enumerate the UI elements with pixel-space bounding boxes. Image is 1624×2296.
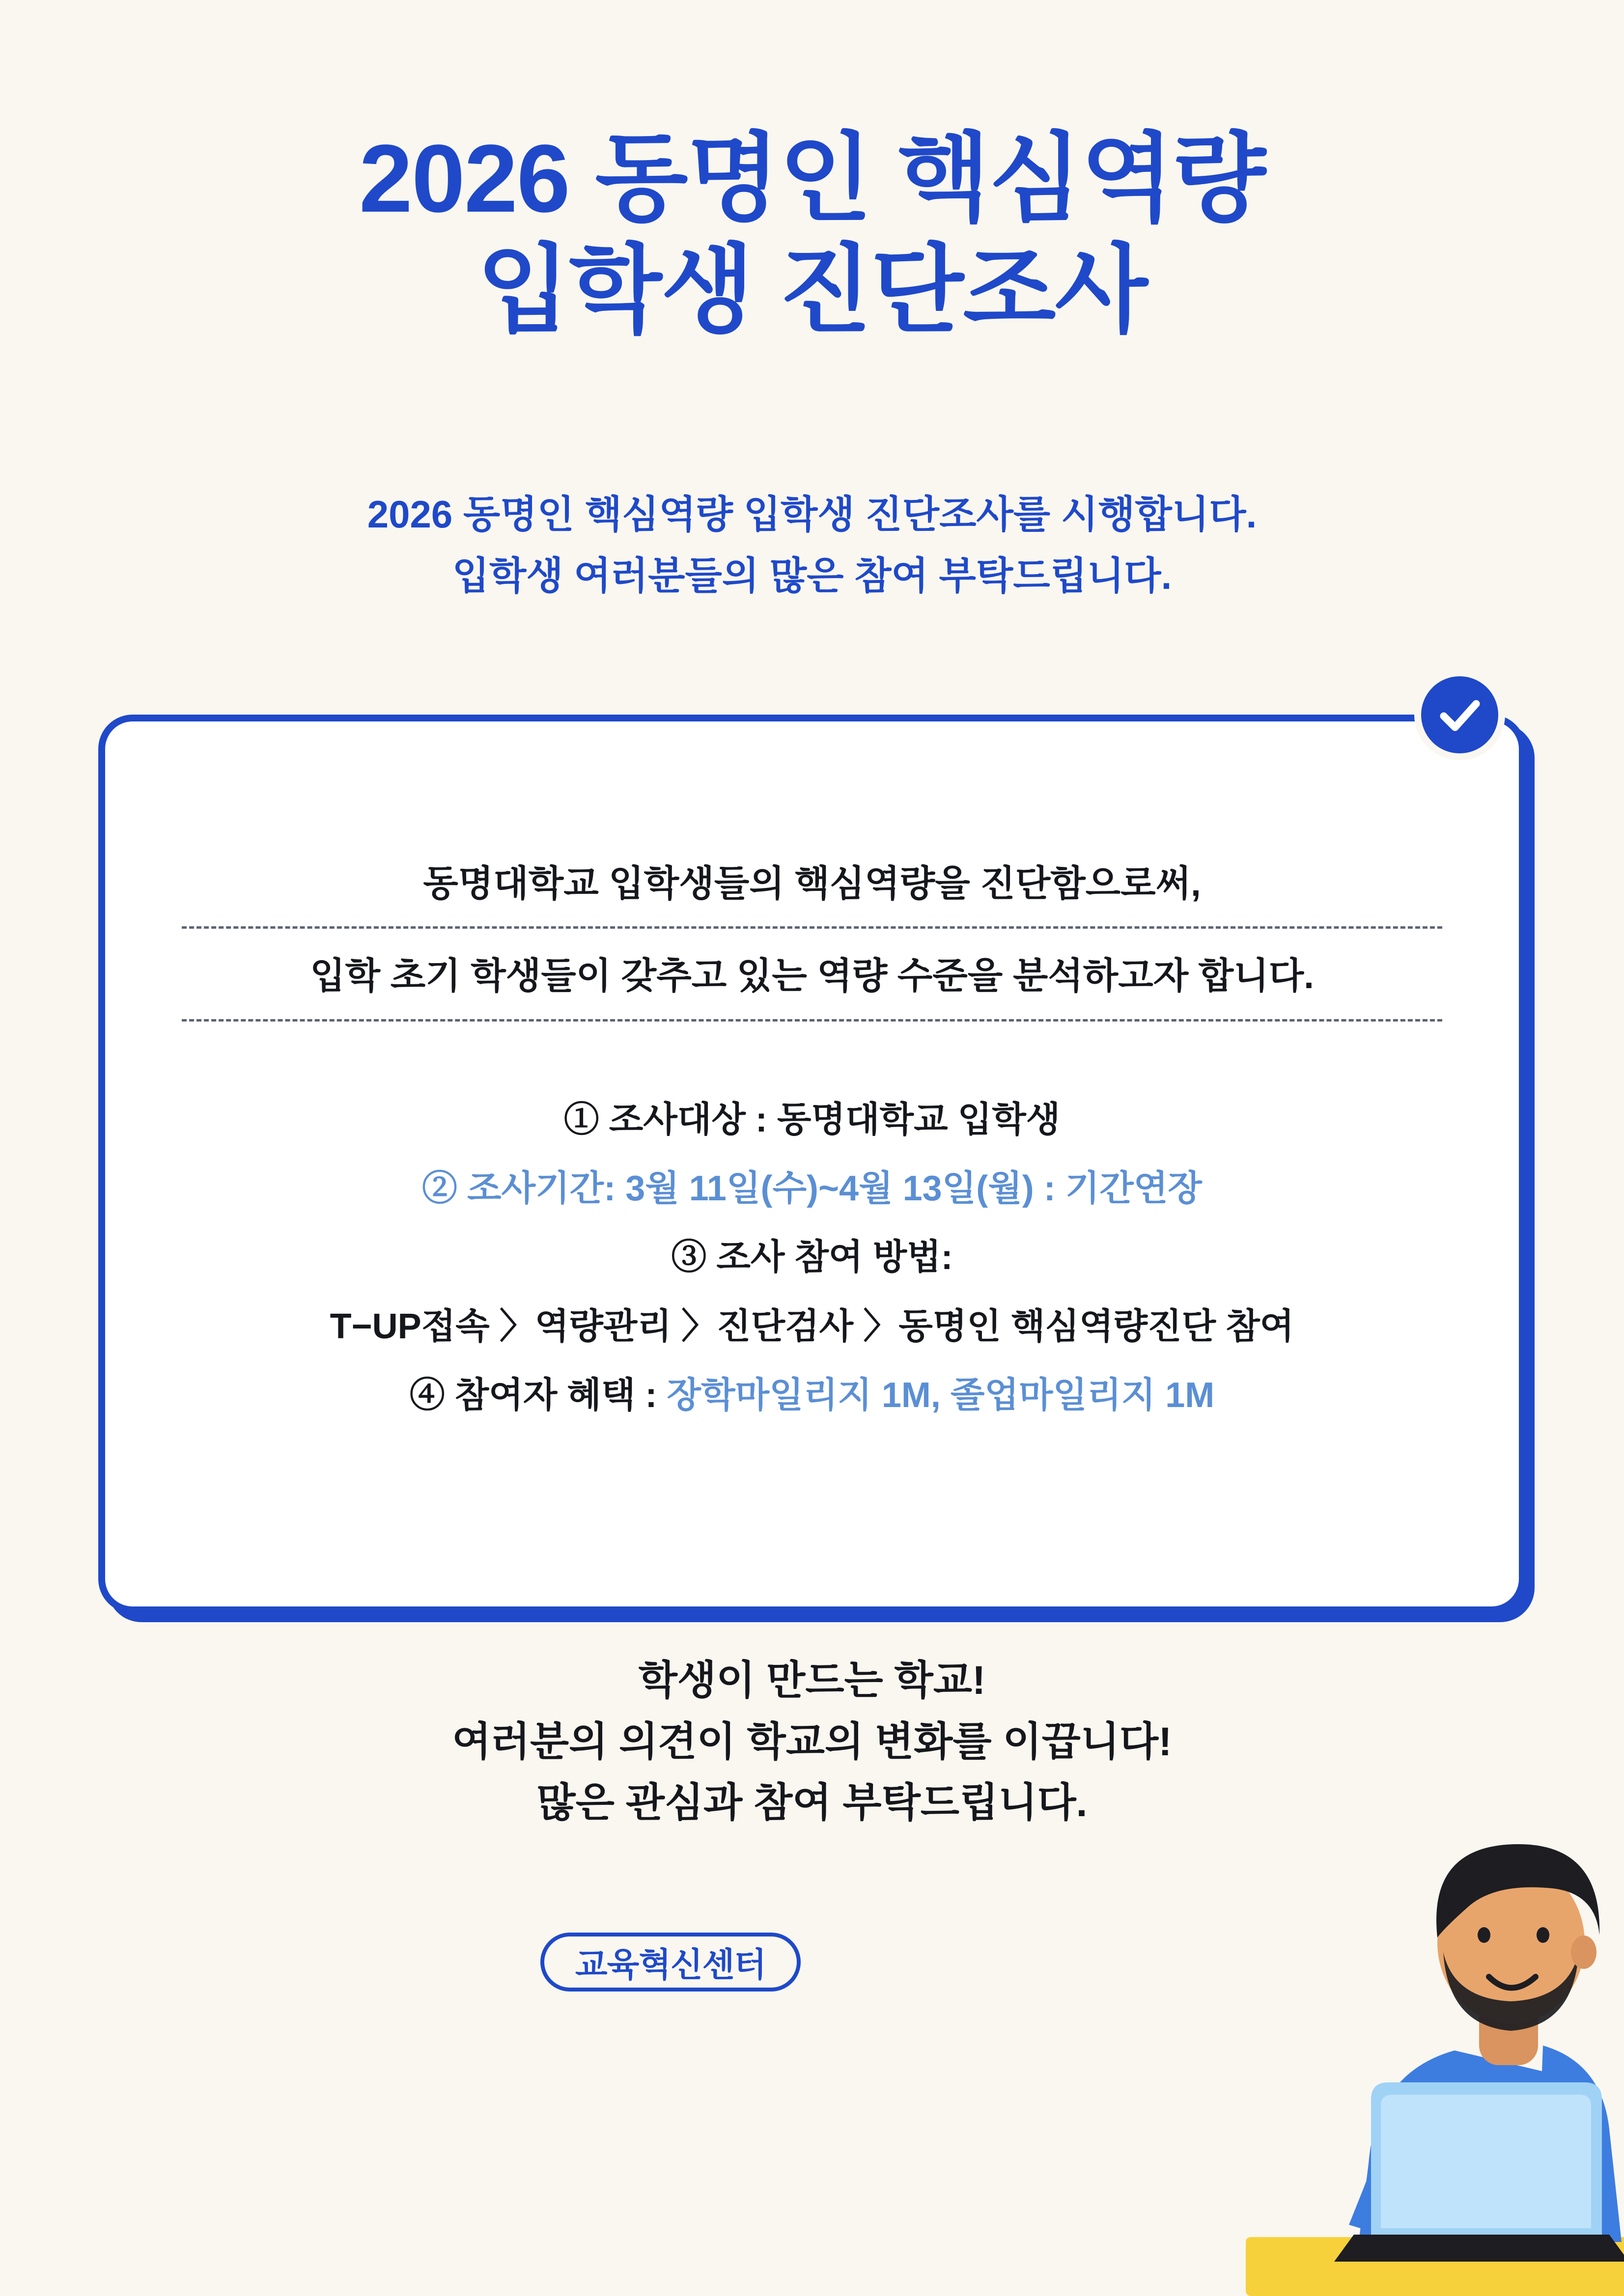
list-item: ② 조사기간: 3월 11일(수)~4월 13일(월) : 기간연장 bbox=[422, 1168, 1202, 1208]
list-item: ① 조사대상 : 동명대학교 입학생 bbox=[563, 1100, 1061, 1139]
person-at-laptop-illustration bbox=[1010, 1658, 1624, 2296]
benefit-prefix: ④ 참여자 혜택 : bbox=[409, 1376, 667, 1415]
title-line-2: 입학생 진단조사 bbox=[477, 236, 1147, 344]
subtitle-line-2: 입학생 여러분들의 많은 참여 부탁드립니다. bbox=[452, 553, 1172, 597]
list-item: ③ 조사 참여 방법: bbox=[671, 1238, 953, 1277]
purpose-line-1: 동명대학교 입학생들의 핵심역량을 진단함으로써, bbox=[182, 857, 1442, 929]
list-item: T−UP접속 〉역량관리 〉진단검사 〉동명인 핵심역량진단 참여 bbox=[330, 1306, 1294, 1346]
organization-label: 교육혁신센터 bbox=[575, 1946, 766, 1984]
survey-items-list bbox=[182, 1085, 1442, 1430]
check-icon bbox=[1414, 669, 1505, 760]
list-item-benefit bbox=[182, 1361, 1442, 1430]
details-card-content bbox=[98, 715, 1526, 1613]
subtitle-line-1: 2026 동명인 핵심역량 입학생 진단조사를 시행합니다. bbox=[367, 493, 1257, 536]
benefit-highlight: 장학마일리지 1M, 졸업마일리지 1M bbox=[667, 1376, 1215, 1415]
details-card bbox=[98, 715, 1526, 1613]
closing-line-3: 많은 관심과 참여 부탁드립니다. bbox=[536, 1780, 1088, 1826]
purpose-line-2: 입학 초기 학생들이 갖추고 있는 역량 수준을 분석하고자 합니다. bbox=[182, 949, 1442, 1021]
closing-line-2: 여러분의 의견이 학교의 변화를 이끕니다! bbox=[452, 1719, 1172, 1764]
status-badge bbox=[540, 1933, 801, 1992]
page-title bbox=[0, 123, 1624, 346]
closing-line-1: 학생이 만드는 학교! bbox=[638, 1658, 986, 1703]
title-line-1: 2026 동명인 핵심역량 bbox=[359, 125, 1265, 232]
subtitle bbox=[0, 484, 1624, 607]
